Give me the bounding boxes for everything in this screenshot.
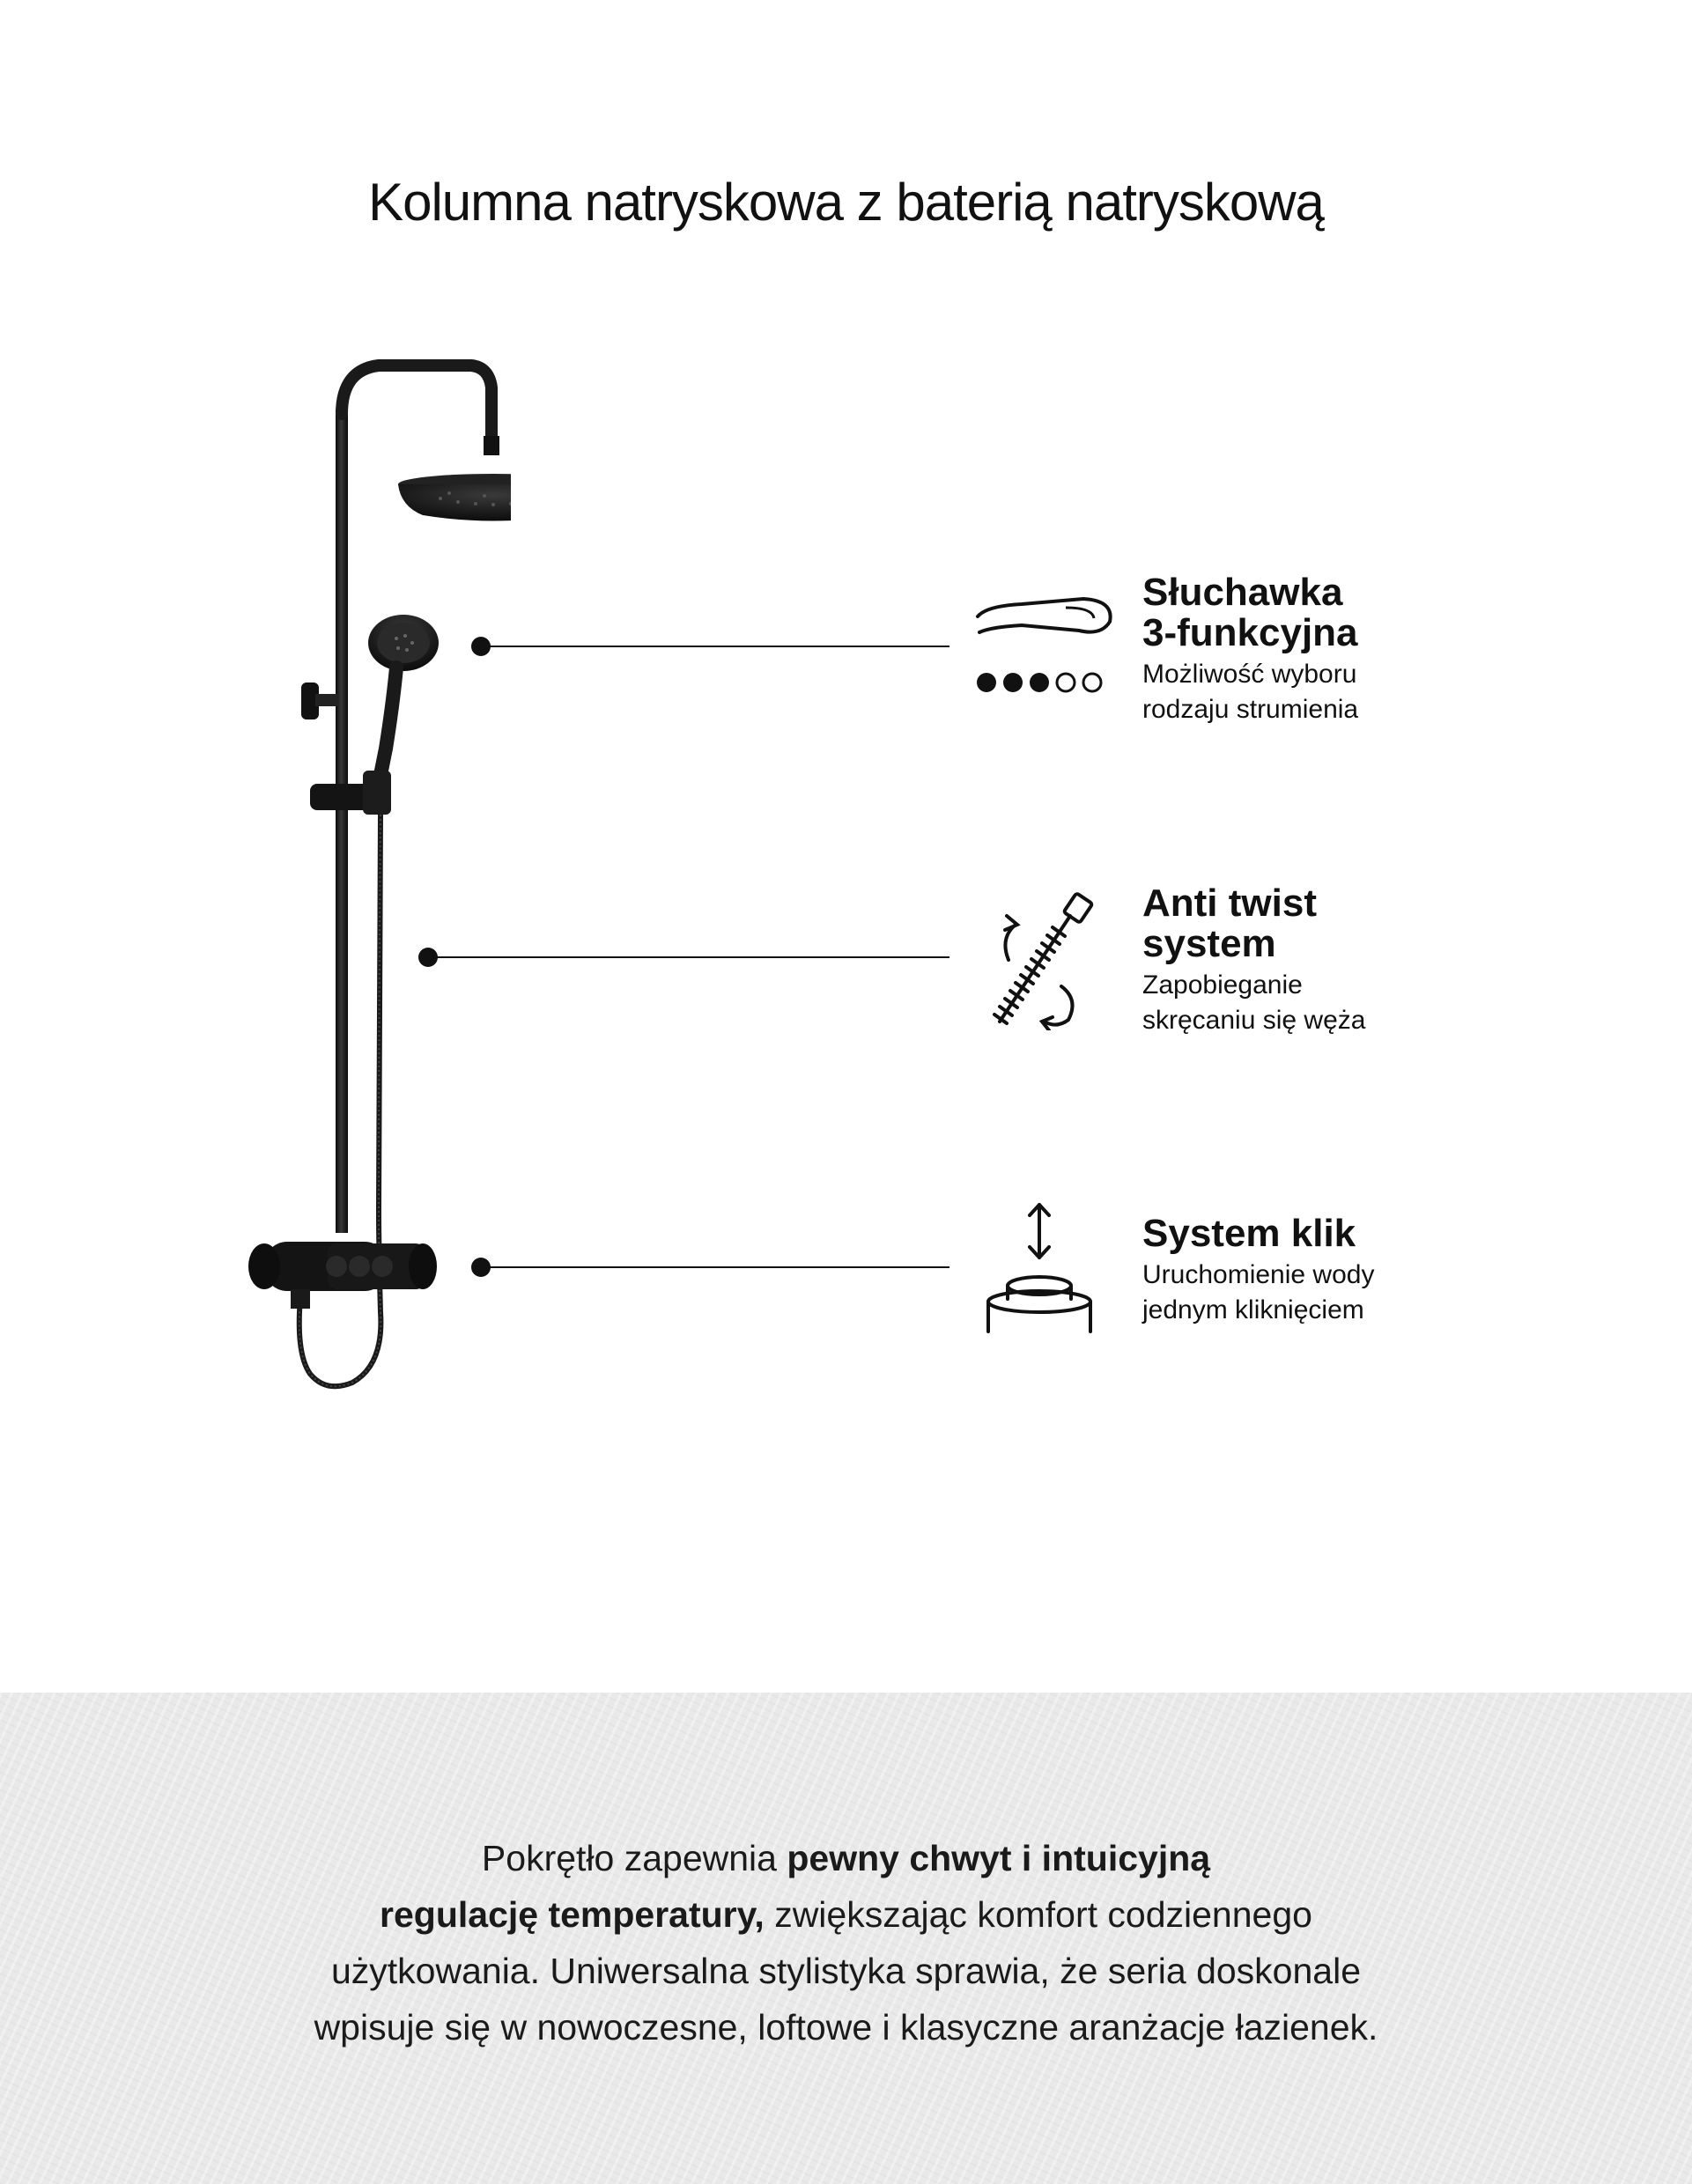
- feature-title-line2: system: [1142, 922, 1276, 965]
- feature-description: Zapobieganie skręcaniu się węża: [1142, 970, 1366, 1035]
- product-description: Pokrętło zapewnia pewny chwyt i intuicyjną regulację temperatury, zwiększając komfort codziennego użytkowania. Uniwersalna stylistyka sprawia, że seria doskonale wpisuje się w nowoczesne, loftowe i klasyczne aranżacje łazienek.: [314, 1838, 1378, 2048]
- feature-anti-twist: [1142, 883, 1600, 1038]
- push-button-icon: [982, 1198, 1097, 1339]
- feature-description: Możliwość wyboru rodzaju strumienia: [1142, 660, 1359, 724]
- shower-column-image: [247, 326, 511, 1541]
- handshower-icon: [969, 590, 1119, 705]
- feature-handshower: [1142, 572, 1600, 727]
- feature-title-line1: Anti twist: [1142, 882, 1317, 925]
- feature-title-line2: 3-funkcyjna: [1142, 611, 1358, 654]
- page-title: Kolumna natryskowa z baterią natryskową: [368, 173, 1324, 232]
- feature-title: System klik: [1142, 1212, 1356, 1255]
- twisted-hose-icon: [982, 889, 1097, 1030]
- feature-system-klik: [1142, 1214, 1600, 1328]
- feature-description: Uruchomienie wody jednym kliknięciem: [1142, 1260, 1375, 1324]
- callout-line-hose: [428, 956, 949, 958]
- feature-title-line1: Słuchawka: [1142, 571, 1343, 614]
- callout-line-mixer: [481, 1266, 949, 1268]
- callout-line-handshower: [481, 646, 949, 647]
